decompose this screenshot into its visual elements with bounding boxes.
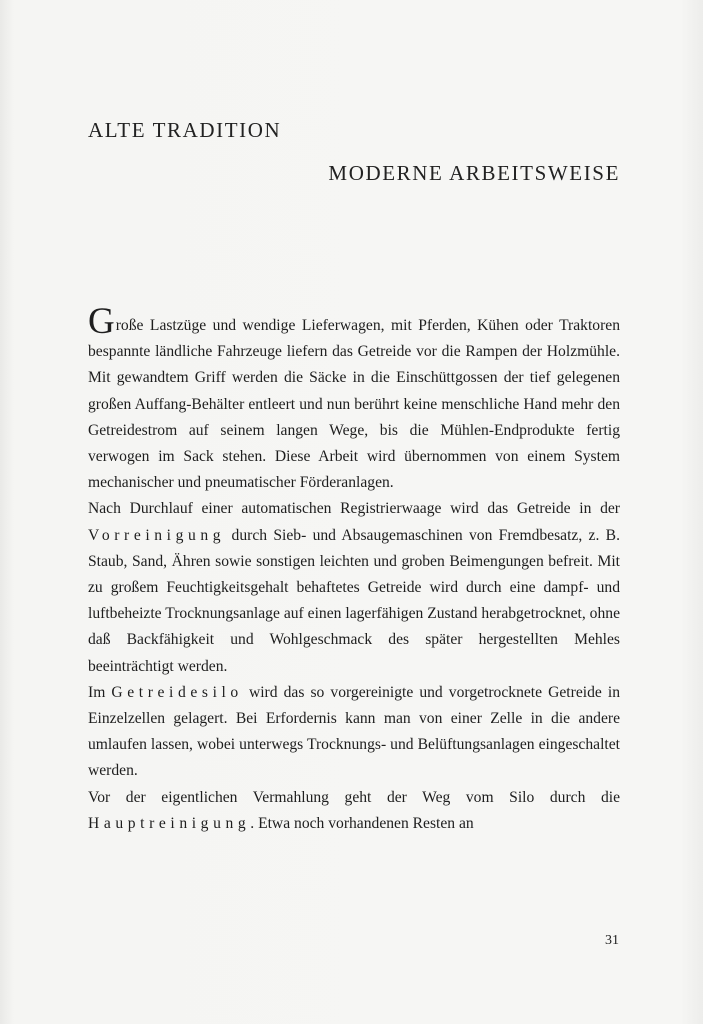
paragraph-2 (88, 496, 620, 679)
paragraph-4-after: . Etwa noch vorhandenen Resten an (250, 814, 474, 832)
paragraph-4-before: Vor der eigentlichen Vermahlung geht der Weg vom Silo durch die (88, 788, 620, 806)
paragraph-1-text: roße Lastzüge und wendige Lieferwagen, mit Pferden, Kühen oder Traktoren bespannte ländliche Fahrzeuge liefern das Getreide vor die Rampen der Holzmühle. Mit gewandtem Griff werden die Säcke in die Einschüttgossen der tief gelegenen großen Auffang-Behälter entleert und nun berührt keine menschliche Hand mehr den Getreidestrom auf seinem langen Wege, bis die Mühlen-Endprodukte fertig verwogen im Sack stehen. Diese Arbeit wird übernommen von einem System mechanischer und pneumatischer Förderanlagen. (88, 317, 620, 492)
paragraph-4 (88, 785, 620, 837)
heading-line-2: MODERNE ARBEITSWEISE (328, 161, 620, 185)
body-text (88, 301, 621, 837)
paragraph-3 (88, 680, 620, 785)
paragraph-3-after: wird das so vorgereinigte und vorgetrocknete Getreide in Einzelzellen gelagert. Bei Erfordernis kann man von einer Zelle in die andere umlaufen lassen, wobei unterwegs Trocknungs- und Belüftungsanlagen eingeschaltet werden. (88, 683, 621, 780)
paragraph-2-after: durch Sieb- und Absaugemaschinen von Fremdbesatz, z. B. Staub, Sand, Ähren sowie sonstigen leichten und groben Beimengungen befreit. Mit zu großem Feuchtigkeitsgehalt behaftetes Getreide wird durch eine dampf- und luftbeheizte Trocknungsanlage auf einen lagerfähigen Zustand herabgetrocknet, ohne daß Backfähigkeit und Wohlgeschmack des später hergestellten Mehles beeinträchtigt werden. (88, 526, 620, 675)
paragraph-1 (88, 301, 620, 496)
paragraph-2-before: Nach Durchlauf einer automatischen Registrierwaage wird das Getreide in der (88, 500, 620, 518)
paragraph-4-emphasis: Hauptreinigung (88, 814, 251, 832)
page-number: 31 (605, 933, 619, 948)
drop-cap: G (88, 301, 115, 342)
paragraph-3-emphasis: Getreidesilo (111, 683, 243, 701)
paragraph-2-emphasis: Vorreinigung (88, 526, 226, 544)
paragraph-3-before: Im (88, 683, 106, 701)
heading-line-1: ALTE TRADITION (88, 118, 282, 142)
